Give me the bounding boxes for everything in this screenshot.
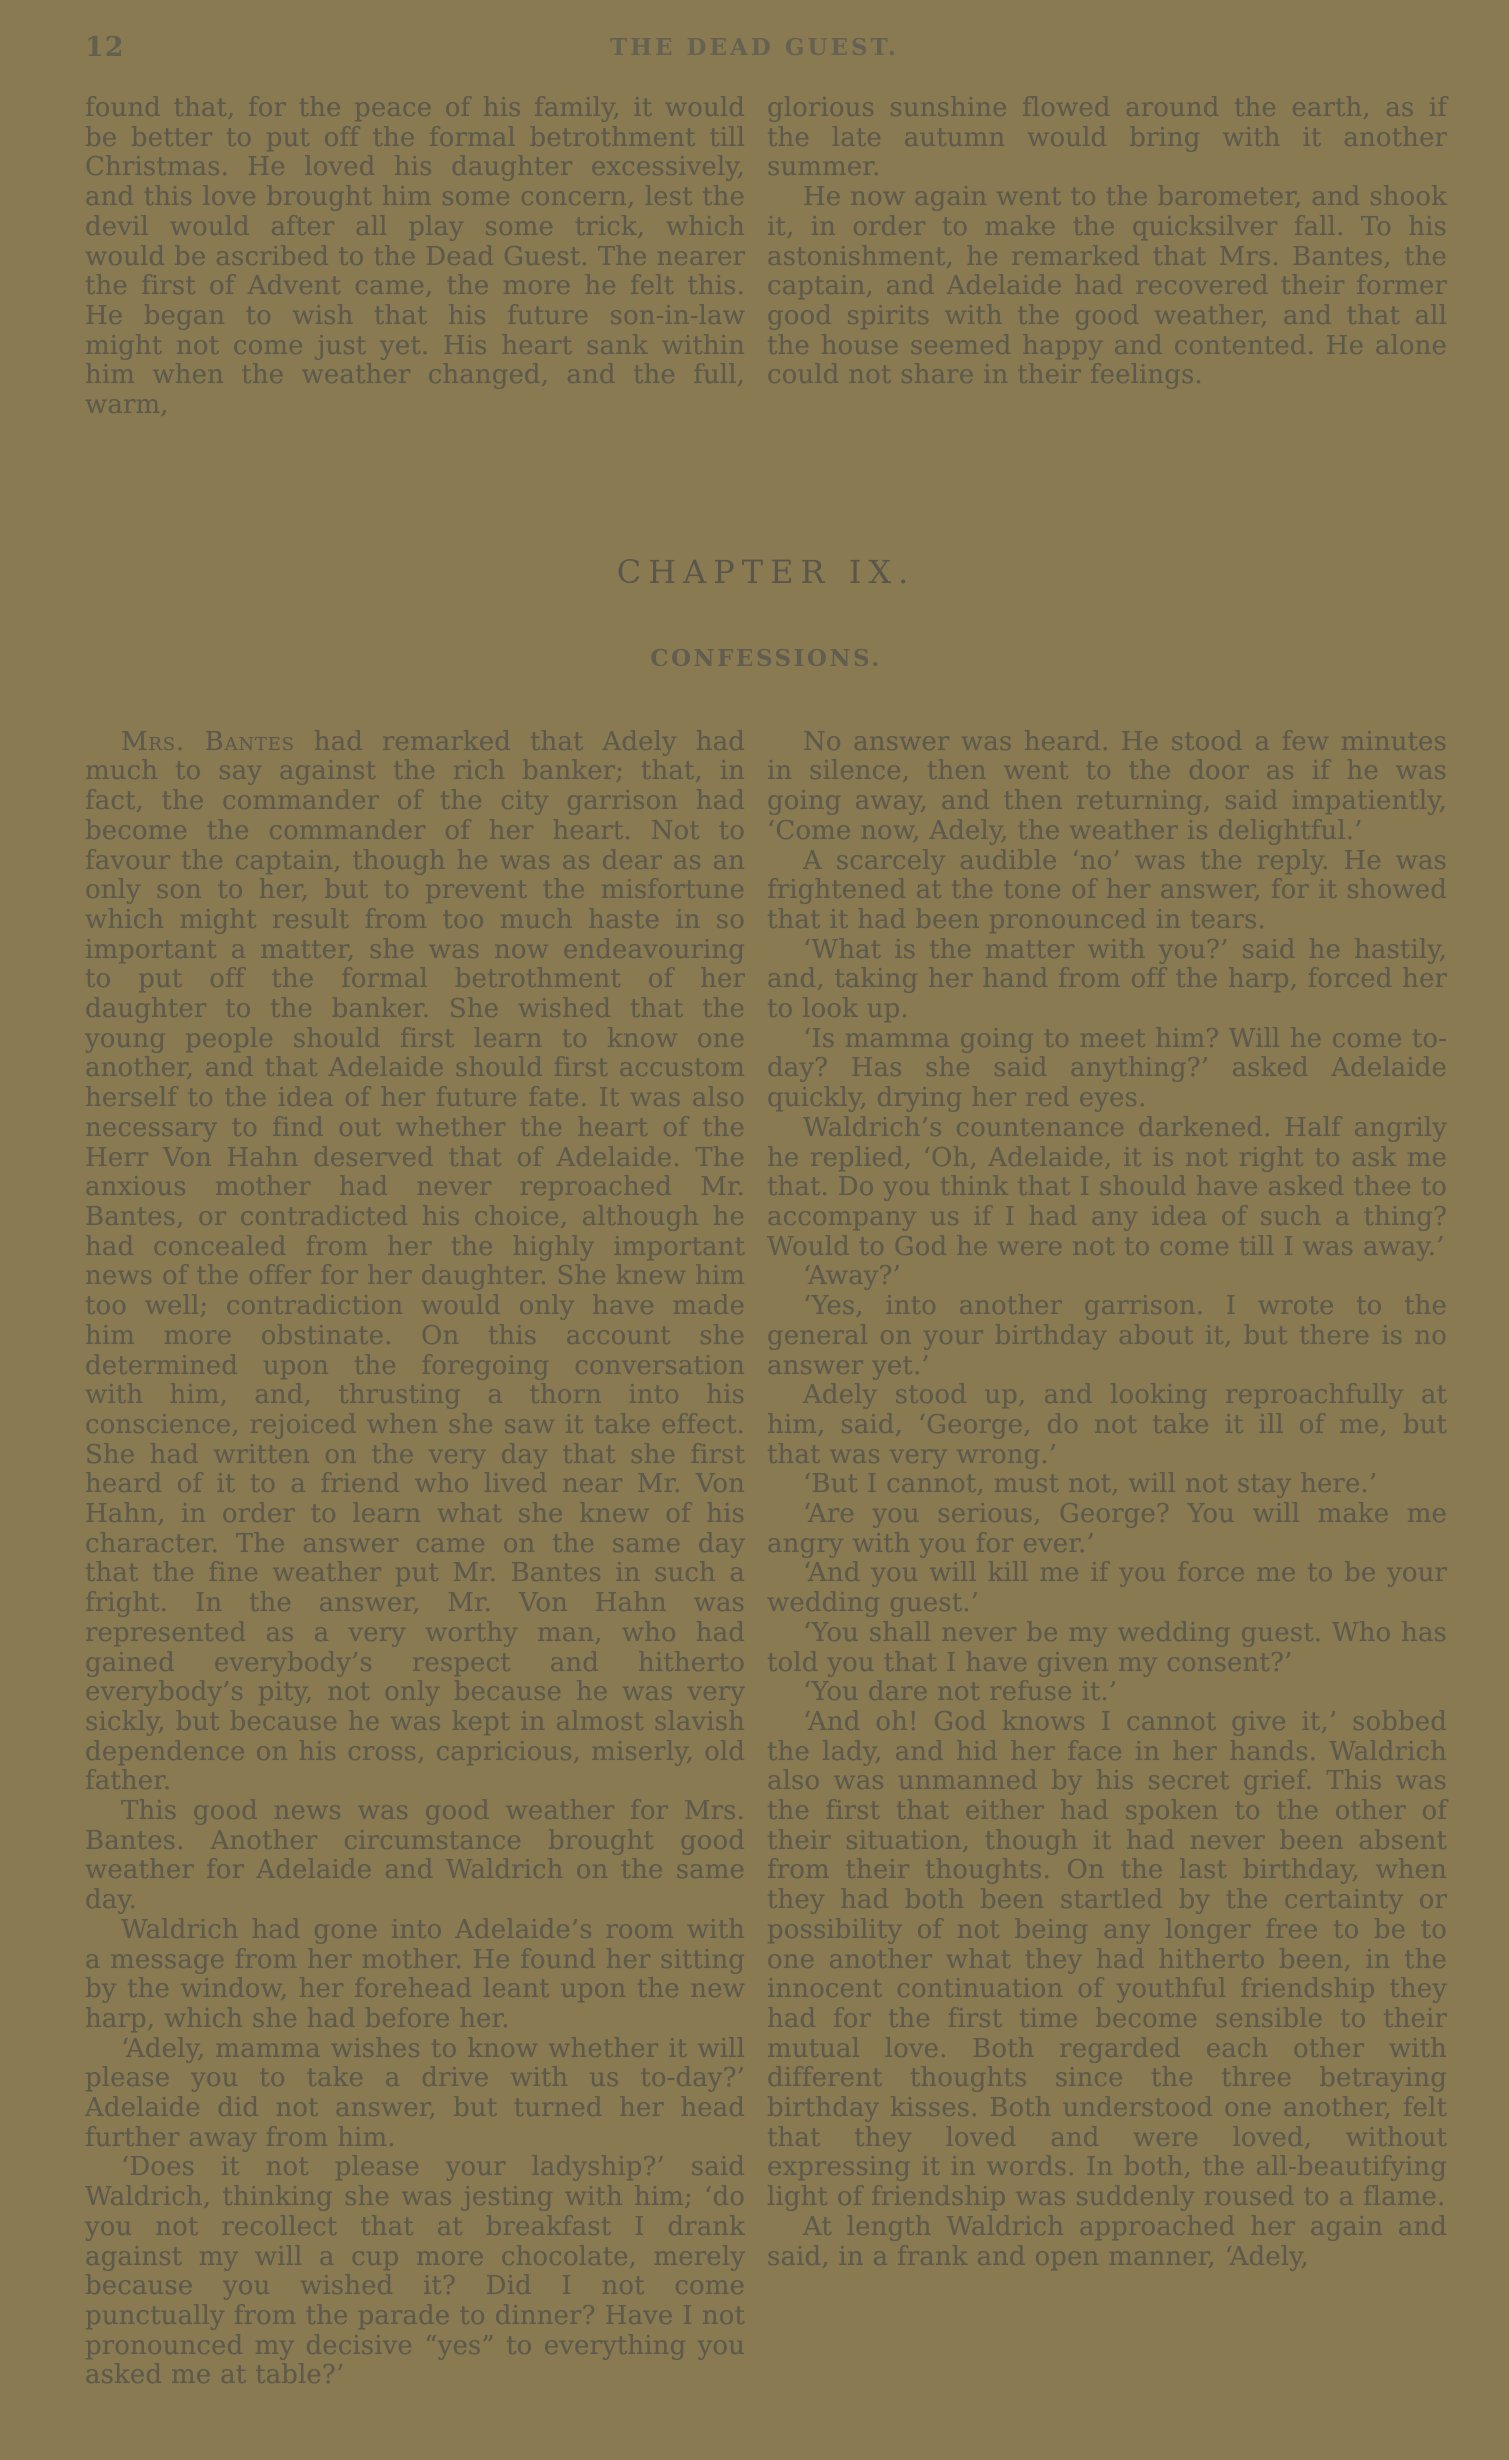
chapter-subheading: CONFESSIONS. [650,644,882,672]
paragraph: found that, for the peace of his family, it would be better to put off the formal betrothment till Christmas. He loved his daughter excessively, and this love brought him some concern, lest the devil would after all play some trick, which would be ascribed to the Dead Guest. The nearer the first of Advent came, the more he felt this. He began to wish that his future son-in-law might not come just yet. His heart sank within him when the weather changed, and the full, warm, [85,93,745,421]
paragraph: ‘Away?’ [803,1261,901,1292]
paragraph: ‘Adely, mamma wishes to know whether it will please you to take a drive with us to-day?’ Adelaide did not answer, but turned her head further away from him. [85,2033,745,2153]
top-right-column [767,94,1447,421]
paragraph: He now again went to the barometer, and shook it, in order to make the quicksilver fall. To his astonishment, he remarked that Mrs. Bantes, the captain, and Adelaide had recovered their former good spirits with the good weather, and that all the house seemed happy and contented. He alone could not share in their feelings. [767,182,1447,391]
paragraph: glorious sunshine flowed around the earth, as if the late autumn would bring with it another summer. [767,93,1447,183]
paragraph: ‘And you will kill me if you force me to be your wedding guest.’ [767,1558,1447,1619]
paragraph: ‘But I cannot, must not, will not stay here.’ [803,1469,1378,1500]
paragraph [85,728,745,1797]
paragraph: No answer was heard. He stood a few minutes in silence, then went to the door as if he was going away, and then returning, said impatiently, ‘Come now, Adely, the weather is delightful.’ [767,726,1447,846]
paragraph: ‘Are you serious, George? You will make me angry with you for ever.’ [767,1499,1447,1559]
paragraph: ‘And oh! God knows I cannot give it,’ sobbed the lady, and hid her face in her hands. Waldrich also was unmanned by his secret grief. This was the first that either had spoken to the other of their situation, though it had never been absent from their thoughts. On the last birthday, when they had both been startled by the certainty or possibility of not being any longer free to be to one another what they had hitherto been, in the innocent continuation of youthful friendship they had for the first time become sensible to their mutual love. Both regarded each other with different thoughts since the three betraying birthday kisses. Both understood one another, felt that they loved and were loved, without expressing it in words. In both, the all-beautifying light of friendship was suddenly roused to a flame. [767,1706,1447,2213]
chapter-block [85,421,1447,728]
paragraph: Waldrich had gone into Adelaide’s room with a message from her mother. He found her sitting by the window, her forehead leant upon the new harp, which she had before her. [85,1914,745,2034]
running-title: THE DEAD GUEST. [610,34,899,61]
opening-rest: had remarked that Adely had much to say against the rich banker; that, in fact, the commander of the city garrison had become the commander of her heart. Not to favour the captain, though he was as dear as an only son to her, but to prevent the misfortune which might result from too much haste in so important a matter, she was now endeavouring to put off the formal betrothment of her daughter to the banker. She wished that the young people should first learn to know one another, and that Adelaide should first accustom herself to the idea of her future fate. It was also necessary to find out whether the heart of the Herr Von Hahn deserved that of Adelaide. The anxious mother had never reproached Mr. Bantes, or contradicted his choice, although he had concealed from her the highly important news of the offer for her daughter. She knew him too well; contradiction would only have made him more obstinate. On this account she determined upon the foregoing conversation with him, and, thrusting a thorn into his conscience, rejoiced when she saw it take effect. She had written on the very day that she first heard of it to a friend who lived near Mr. Von Hahn, in order to learn what she knew of his character. The answer came on the same day that the fine weather put Mr. Bantes in such a fright. In the answer, Mr. Von Hahn was represented as a very worthy man, who had gained everybody’s respect and hitherto everybody’s pity, not only because he was very sickly, but because he was kept in almost slavish dependence on his cross, capricious, miserly, old father. [85,726,745,1797]
paragraph: Adely stood up, and looking reproachfully at him, said, ‘George, do not take it ill of me, but that was very wrong.’ [767,1380,1447,1470]
paragraph: ‘What is the matter with you?’ said he hastily, and, taking her hand from off the harp, forced her to look up. [767,934,1447,1025]
page-header [85,26,1447,70]
paragraph: At length Waldrich approached her again and said, in a frank and open manner, ‘Adely, [767,2211,1447,2272]
page-number: 12 [85,32,125,63]
paragraph: ‘You dare not refuse it.’ [803,1677,1118,1708]
paragraph: ‘Does it not please your ladyship?’ said Waldrich, thinking she was jesting with him; ‘do you not recollect that at breakfast I drank against my will a cup more chocolate, merely because you wished it? Did I not come punctually from the parade to dinner? Have I not pronounced my decisive “yes” to everything you asked me at table?’ [85,2152,745,2391]
paragraph: ‘Is mamma going to meet him? Will he come to-day? Has she said anything?’ asked Adelaide quickly, drying her red eyes. [767,1023,1447,1114]
body-left-column [85,728,745,2391]
chapter-heading: CHAPTER IX. [616,552,916,591]
body-right-column [767,728,1447,2391]
top-section [85,94,1447,421]
paragraph: A scarcely audible ‘no’ was the reply. He was frightened at the tone of her answer, for it showed that it had been pronounced in tears. [767,845,1447,935]
paragraph: This good news was good weather for Mrs. Bantes. Another circumstance brought good weather for Adelaide and Waldrich on the same day. [85,1796,745,1916]
opening-smallcaps: Mrs. Bantes [121,726,295,757]
paragraph: ‘You shall never be my wedding guest. Who has told you that I have given my consent?’ [767,1617,1447,1678]
top-left-column [85,94,745,421]
paragraph: Waldrich’s countenance darkened. Half angrily he replied, ‘Oh, Adelaide, it is not right to ask me that. Do you think that I should have asked thee to accompany us if I had any idea of such a thing? Would to God he were not to come till I was away.’ [767,1112,1447,1262]
body-section [85,728,1447,2391]
paragraph: ‘Yes, into another garrison. I wrote to the general on your birthday about it, but there is no answer yet.’ [767,1291,1447,1381]
